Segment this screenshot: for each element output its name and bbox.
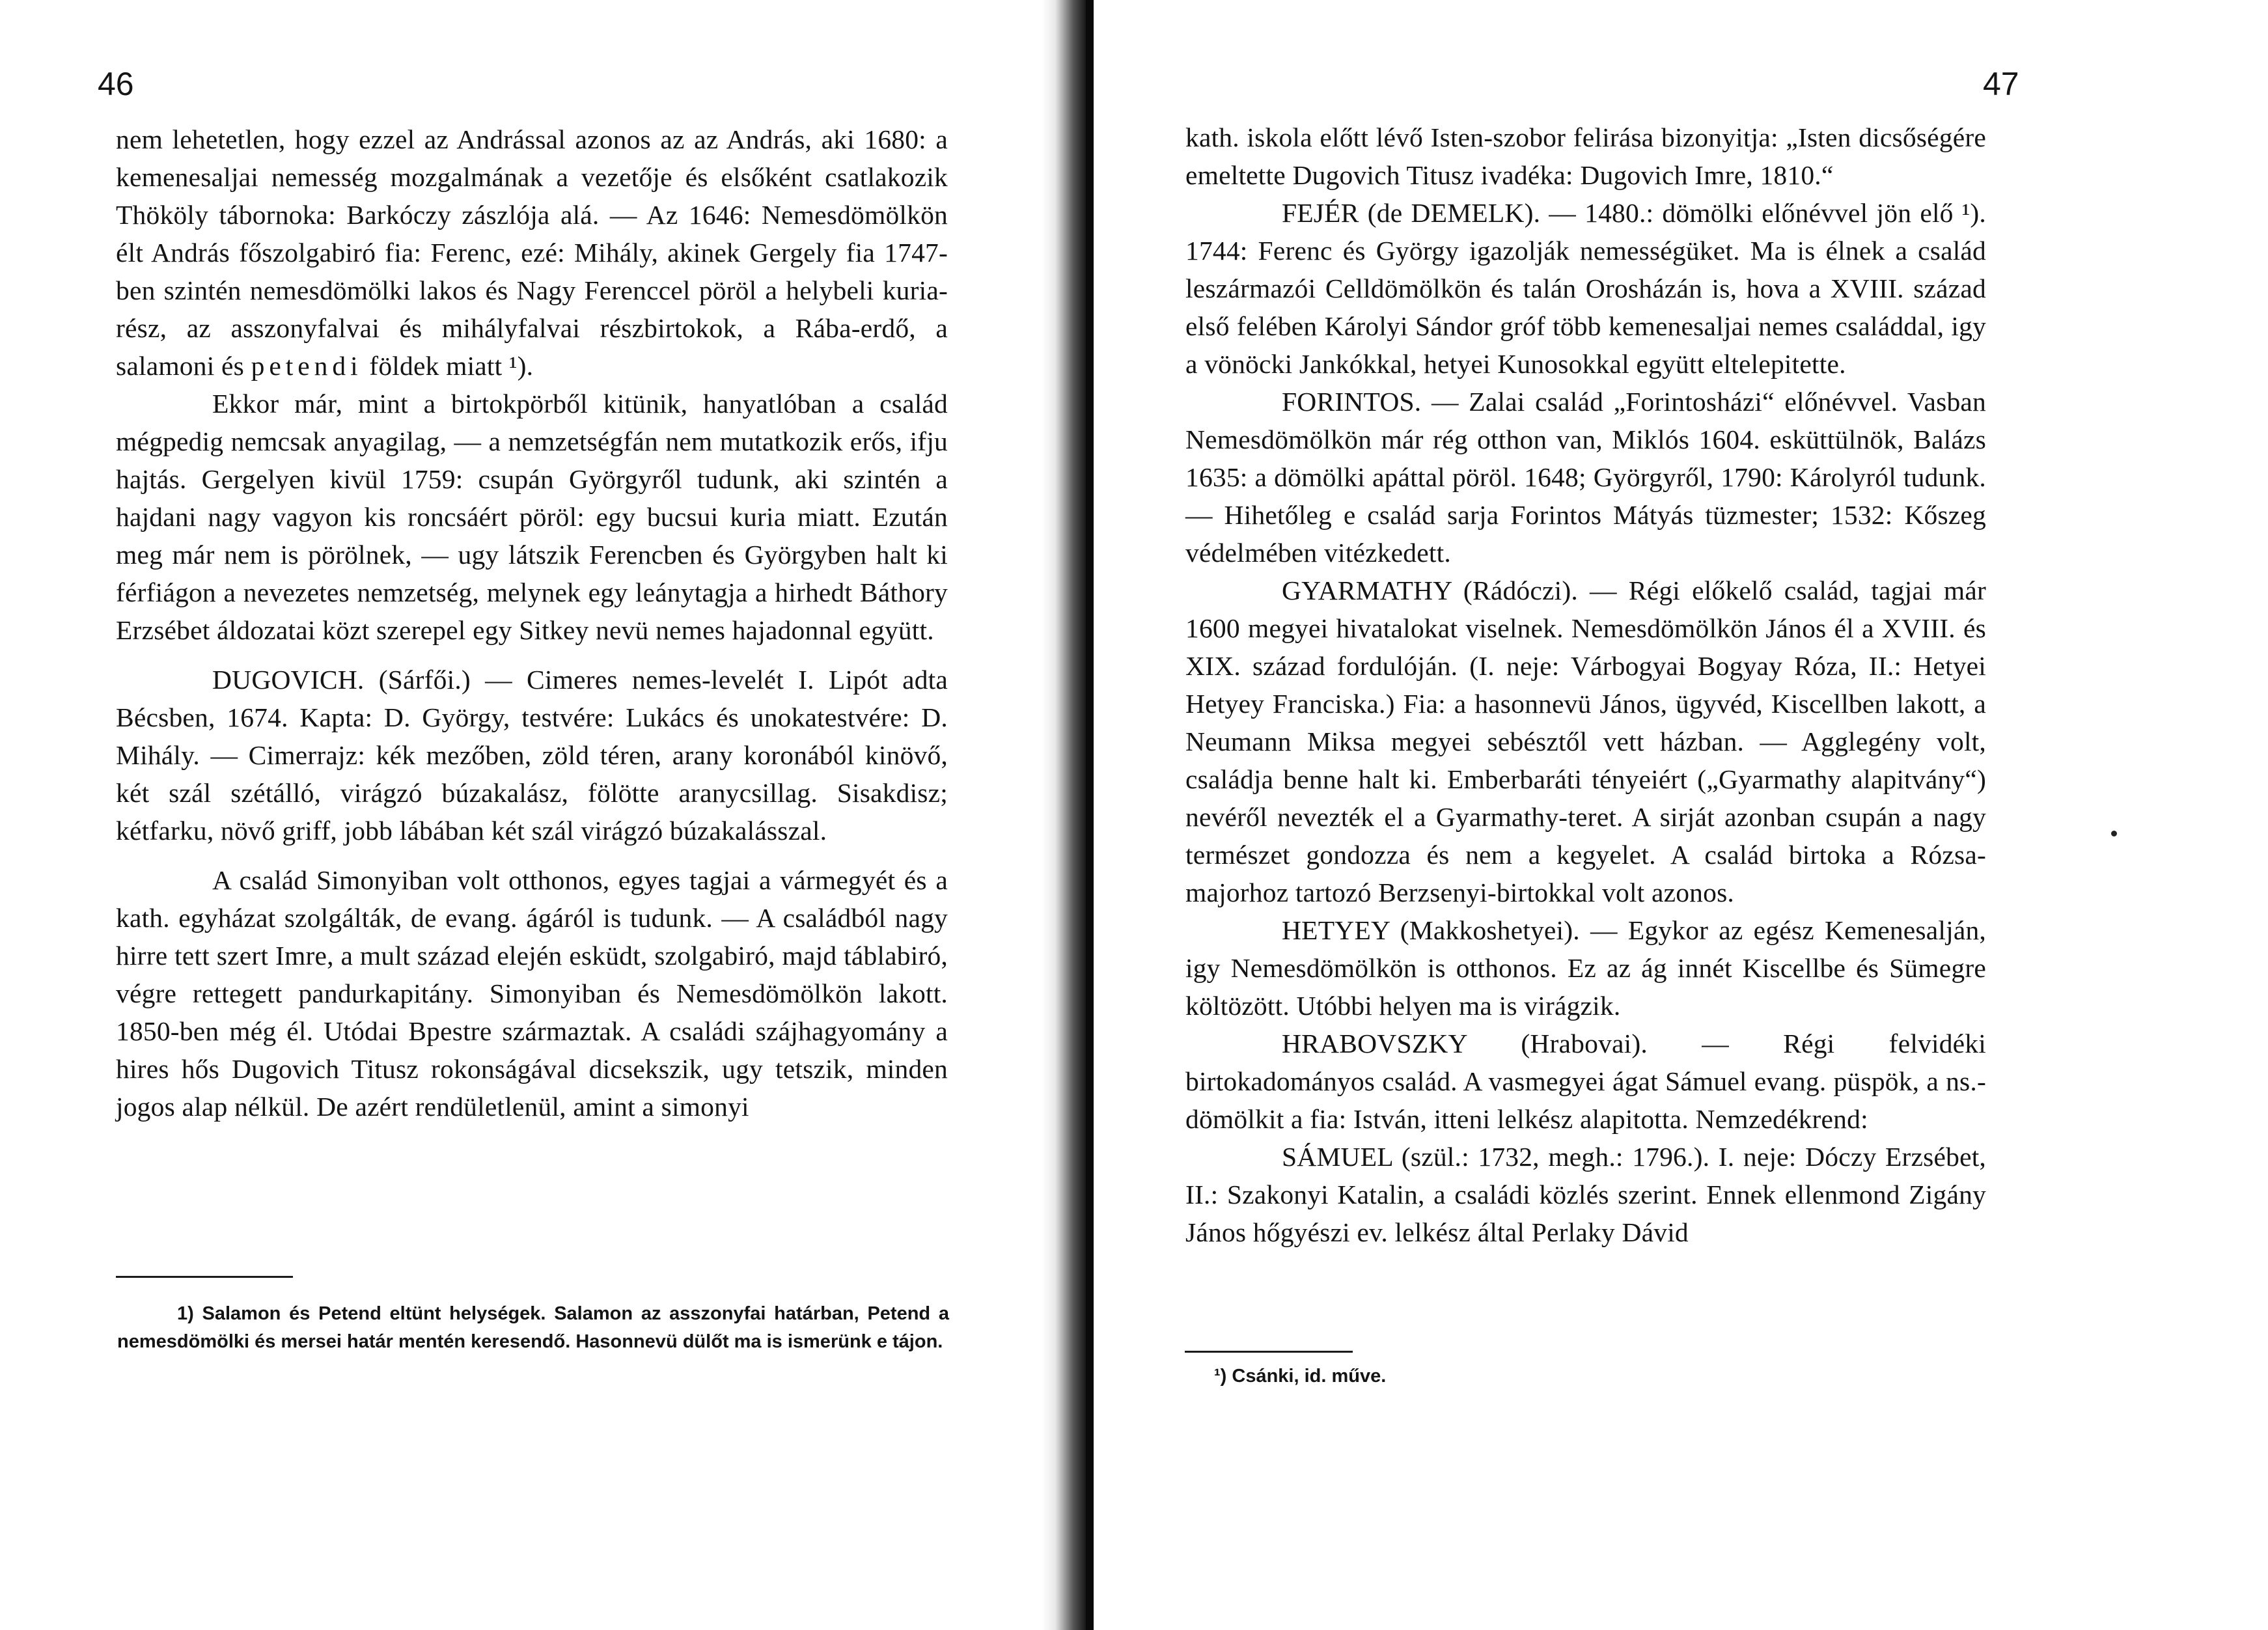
- paragraph-text: nem lehetetlen, hogy ezzel az Andrással azonos az az András, aki 1680: a kemenesaljai nemesség mozgalmának a vezetője és elsőként csatlakozik Thököly tábornoka: Barkóczy zászlója alá. — Az 1646: Nemesdömölkön élt András főszolgabiró fia: Ferenc, ezé: Mihály, akinek Gergely fia 1747-ben szintén nemesdömölki lakos és Nagy Ferenccel pöröl a helybeli kuria-rész, az asszonyfalvai és mihályfalvai részbirtokok, a Rába-erdő, a salamoni és: [116, 124, 948, 381]
- right-page: [1094, 0, 2268, 1630]
- ink-speck: [2111, 831, 2117, 836]
- footnote: [1214, 1362, 1605, 1390]
- footnote-text: ¹) Csánki, id. műve.: [1214, 1366, 1387, 1387]
- paragraph: HRABOVSZKY (Hrabovai). — Régi felvidéki birtokadományos család. A vasmegyei ágat Sámuel evang. püspök, a ns.-dömölkit a fia: István, itteni lelkész alapitotta. Nemzedékrend:: [1185, 1029, 1986, 1134]
- body-text: [116, 120, 948, 1126]
- paragraph: Ekkor már, mint a birtokpörből kitünik, hanyatlóban a család mégpedig nemcsak anyagilag, — a nemzetségfán nem mutatkozik erős, ifju hajtás. Gergelyen kivül 1759: csupán Györgyről tudunk, aki szintén a hajdani nagy vagyon kis roncsáért pöröl: egy bucsui kuria miatt. Ezután meg már nem is pörölnek, — ugy látszik Ferencben és Györgyben halt ki férfiágon a nevezetes nemzetség, melynek egy leánytagja a hirhedt Báthory Erzsébet áldozatai közt szerepel egy Sitkey nevü nemes hajadonnal együtt.: [116, 389, 948, 645]
- footnote: [117, 1300, 949, 1356]
- paragraph: SÁMUEL (szül.: 1732, megh.: 1796.). I. neje: Dóczy Erzsébet, II.: Szakonyi Katalin, a családi közlés szerint. Ennek ellenmond Zigány János hőgyészi ev. lelkész által Perlaky Dávid: [1185, 1142, 1986, 1247]
- book-gutter: [1042, 0, 1087, 1630]
- paragraph: HETYEY (Makkoshetyei). — Egykor az egész Kemenesalján, igy Nemesdömölkön is otthonos. Ez az ág innét Kiscellbe és Sümegre költözött. Utóbbi helyen ma is virágzik.: [1185, 915, 1986, 1021]
- gutter-shadow: [1086, 0, 1094, 1630]
- footnote-marker: ¹).: [508, 351, 534, 381]
- paragraph: FEJÉR (de DEMELK). — 1480.: dömölki előnévvel jön elő ¹). 1744: Ferenc és György igazolják nemességüket. Ma is élnek a család leszármazói Celldömölkön és talán Orosházán is, hova a XVIII. század első felében Károlyi Sándor gróf több kemenesaljai nemes családdal, igy a vönöcki Jankókkal, hetyei Kunosokkal együtt eltelepitette.: [1185, 198, 1986, 379]
- spaced-word: petendi: [251, 351, 363, 381]
- footnote-rule: [116, 1276, 293, 1278]
- page-number: 47: [1983, 66, 2019, 102]
- paragraph: kath. iskola előtt lévő Isten-szobor felirása bizonyitja: „Isten dicsőségére emeltette Dugovich Titusz ivadéka: Dugovich Imre, 1810.“: [1185, 122, 1986, 190]
- paragraph: GYARMATHY (Rádóczi). — Régi előkelő család, tagjai már 1600 megyei hivatalokat viselnek. Nemesdömölkön János él a XVIII. és XIX. század fordulóján. (I. neje: Várbogyai Bogyay Róza, II.: Hetyei Hetyey Franciska.) Fia: a hasonnevü János, ügyvéd, Kiscellben lakott, a Neumann Miksa megyei sebésztől vett házban. — Agglegény volt, családja benne halt ki. Emberbaráti tényeiért („Gyarmathy alapitvány“) nevéről nevezték el a Gyarmathy-teret. A sirját azonban csupán a nagy természet gondozza és nem a kegyelet. A család birtoka a Rózsa-majorhoz tartozó Berzsenyi-birtokkal volt azonos.: [1185, 575, 1986, 907]
- paragraph: [116, 120, 948, 385]
- left-page: [0, 0, 1042, 1630]
- paragraph: A család Simonyiban volt otthonos, egyes tagjai a vármegyét és a kath. egyházat szolgálták, de evang. ágáról is tudunk. — A családból nagy hirre tett szert Imre, a mult század elején esküdt, szolgabiró, majd táblabiró, végre rettegett pandurkapitány. Simonyiban és Nemesdömölkön lakott. 1850-ben még él. Utódai Bpestre származtak. A családi szájhagyomány a hires hős Dugovich Titusz rokonságával dicsekszik, ugy tetszik, minden jogos alap nélkül. De azért rendületlenül, amint a simonyi: [116, 865, 948, 1122]
- paragraph-text-end: földek miatt: [362, 351, 503, 381]
- paragraph: FORINTOS. — Zalai család „Forintosházi“ előnévvel. Vasban Nemesdömölkön már rég otthon van, Miklós 1604. esküttülnök, Balázs 1635: a dömölki apáttal pöröl. 1648; Györgyről, 1790: Károlyról tudunk. — Hihetőleg e család sarja Forintos Mátyás tüzmester; 1532: Kőszeg védelmében vitézkedett.: [1185, 387, 1986, 568]
- footnote-rule: [1185, 1351, 1353, 1353]
- paragraph: DUGOVICH. (Sárfői.) — Cimeres nemes-levelét I. Lipót adta Bécsben, 1674. Kapta: D. György, testvére: Lukács és unokatestvére: D. Mihály. — Cimerrajz: kék mezőben, zöld téren, arany koronából kinövő, két szál szétálló, virágzó búzakalász, fölötte aranycsillag. Sisakdisz; kétfarku, növő griff, jobb lábában két szál virágzó búzakalásszal.: [116, 665, 948, 846]
- page-number: 46: [98, 66, 134, 102]
- footnote-text: 1) Salamon és Petend eltünt helységek. Salamon az asszonyfai határban, Petend a nemesdömölki és mersei határ mentén keresendő. Hasonnevü dülőt ma is ismerünk e tájon.: [117, 1303, 949, 1352]
- body-text: [1185, 118, 1986, 1251]
